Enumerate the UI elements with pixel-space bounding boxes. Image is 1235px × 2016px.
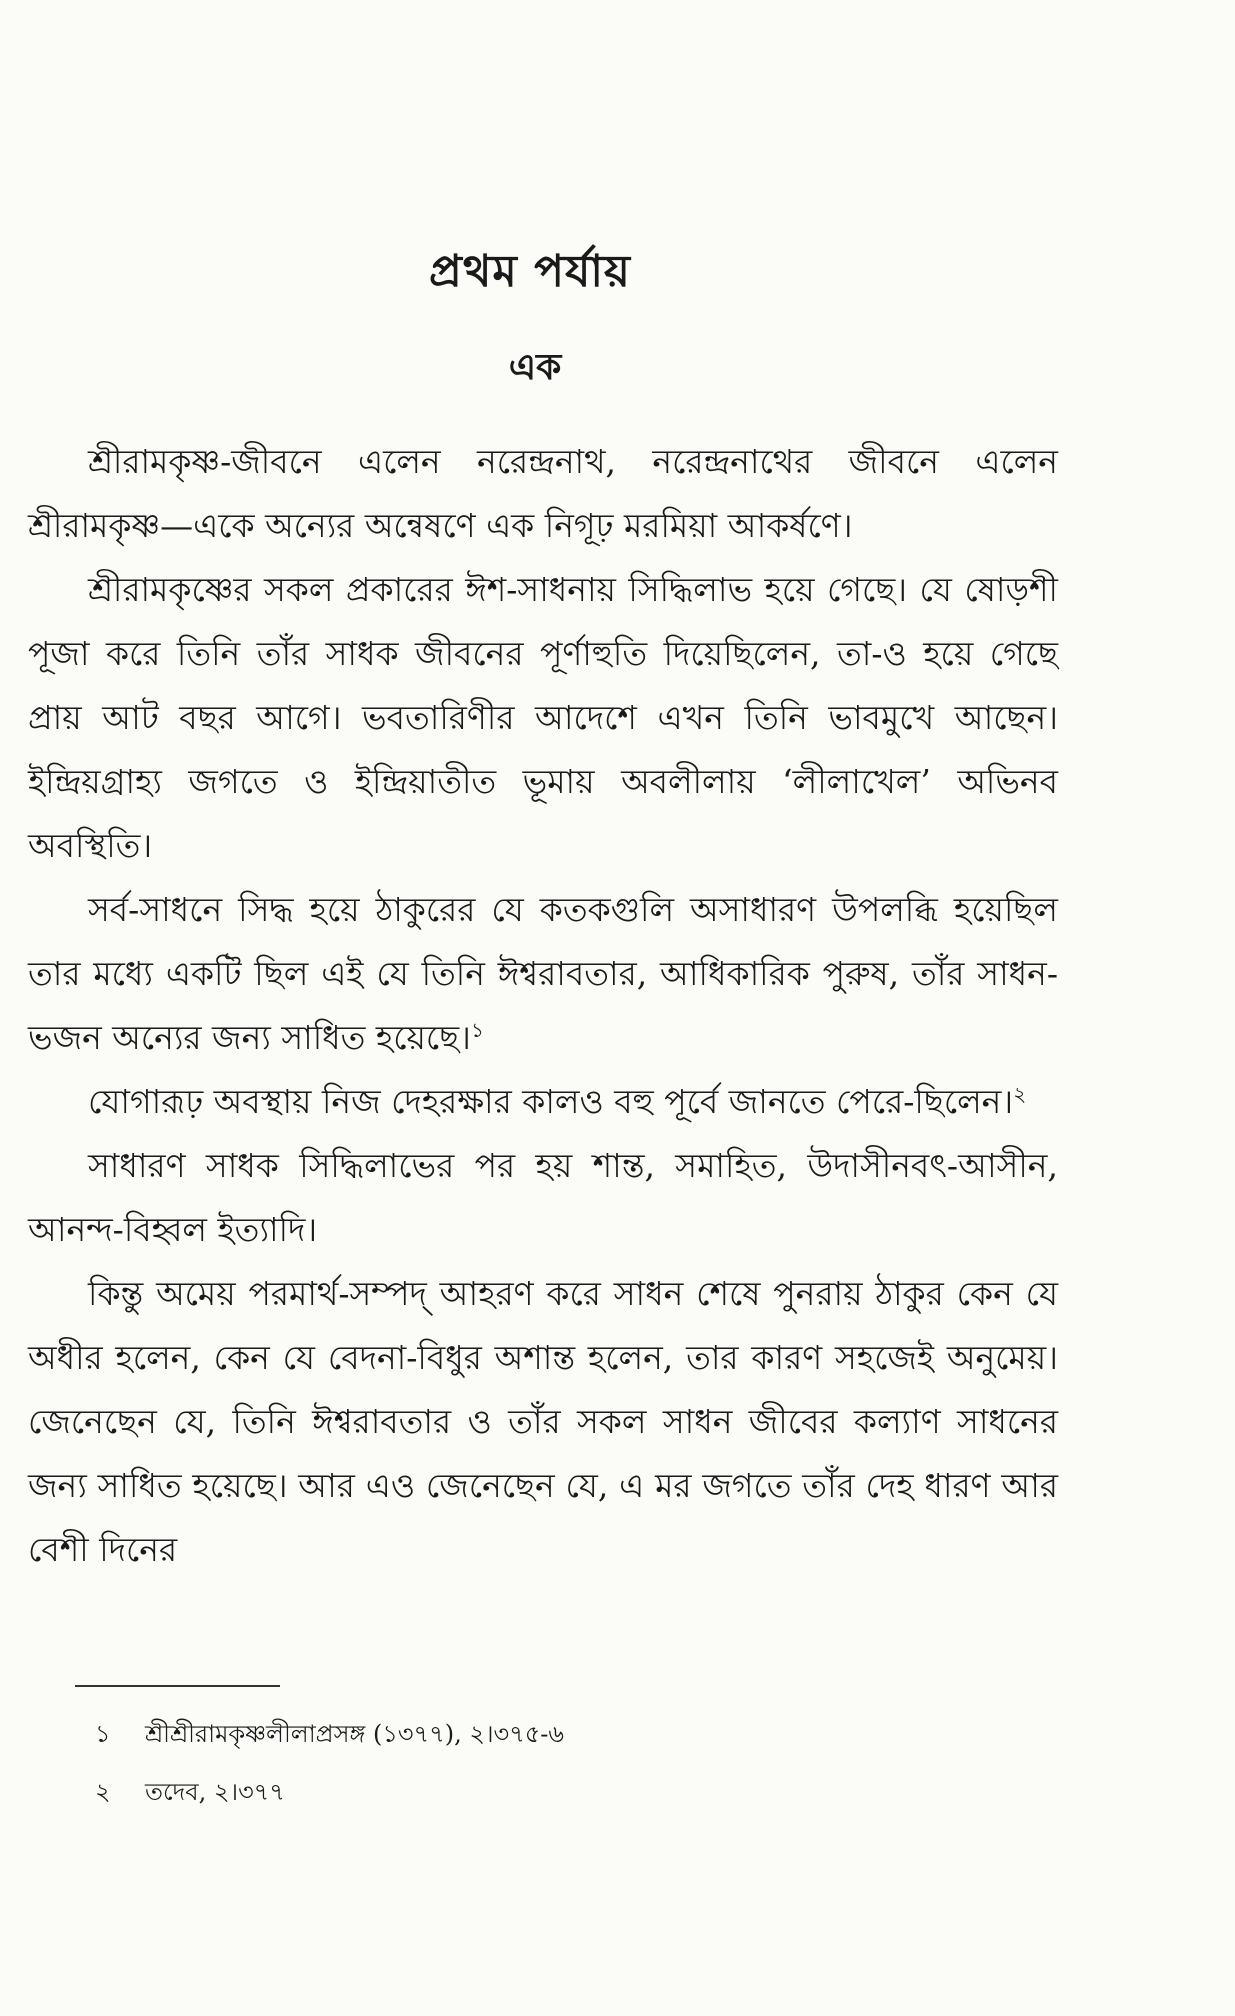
footnote-ref-1: ১ bbox=[470, 1018, 484, 1042]
footnote-2 bbox=[95, 1763, 995, 1821]
body-text bbox=[28, 430, 1058, 1582]
footnote-1-text: শ্রীশ্রীরামকৃষ্ণলীলাপ্রসঙ্গ (১৩৭৭), ২।৩৭৫-৬ bbox=[145, 1720, 565, 1748]
chapter-title: প্রথম পর্যায় bbox=[429, 246, 631, 297]
paragraph-2: শ্রীরামকৃষ্ণের সকল প্রকারের ঈশ-সাধনায় সিদ্ধিলাভ হয়ে গেছে। যে ষোড়শী পূজা করে তিনি তাঁর সাধক জীবনের পূর্ণাহুতি দিয়েছিলেন, তা-ও হয়ে গেছে প্রায় আট বছর আগে। ভবতারিণীর আদেশে এখন তিনি ভাবমুখে আছেন। ইন্দ্রিয়গ্রাহ্য জগতে ও ইন্দ্রিয়াতীত ভূমায় অবলীলায় ‘লীলাখেল’ অভিনব অবস্থিতি। bbox=[28, 570, 1058, 865]
footnote-1 bbox=[95, 1705, 995, 1763]
footnote-1-number: ১ bbox=[95, 1720, 111, 1748]
section-subtitle: এক bbox=[508, 346, 562, 388]
paragraph-3-text: সর্ব-সাধনে সিদ্ধ হয়ে ঠাকুরের যে কতকগুলি অসাধারণ উপলব্ধি হয়েছিল তার মধ্যে একটি ছিল এই যে তিনি ঈশ্বরাবতার, আধিকারিক পুরুষ, তাঁর সাধন-ভজন অন্যের জন্য সাধিত হয়েছে। bbox=[28, 890, 1058, 1057]
footnote-divider bbox=[75, 1685, 280, 1687]
paragraph-6: কিন্তু অমেয় পরমার্থ-সম্পদ্ আহরণ করে সাধন শেষে পুনরায় ঠাকুর কেন যে অধীর হলেন, কেন যে বেদনা-বিধুর অশান্ত হলেন, তার কারণ সহজেই অনুমেয়। জেনেছেন যে, তিনি ঈশ্বরাবতার ও তাঁর সকল সাধন জীবের কল্যাণ সাধনের জন্য সাধিত হয়েছে। আর এও জেনেছেন যে, এ মর জগতে তাঁর দেহ ধারণ আর বেশী দিনের bbox=[28, 1274, 1058, 1569]
paragraph-1: শ্রীরামকৃষ্ণ-জীবনে এলেন নরেন্দ্রনাথ, নরেন্দ্রনাথের জীবনে এলেন শ্রীরামকৃষ্ণ—একে অন্যের অন্বেষণে এক নিগূঢ় মরমিয়া আকর্ষণে। bbox=[28, 442, 1058, 545]
paragraph-3 bbox=[28, 878, 1058, 1070]
paragraph-4-text: যোগারূঢ় অবস্থায় নিজ দেহরক্ষার কালও বহু পূর্বে জানতে পেরে-ছিলেন। bbox=[88, 1082, 1014, 1121]
paragraph-4 bbox=[28, 1070, 1058, 1134]
footnote-ref-2: ২ bbox=[1013, 1082, 1027, 1106]
paragraph-5: সাধারণ সাধক সিদ্ধিলাভের পর হয় শান্ত, সমাহিত, উদাসীনবৎ-আসীন, আনন্দ-বিহ্বল ইত্যাদি। bbox=[28, 1146, 1058, 1249]
footnote-2-number: ২ bbox=[95, 1778, 111, 1806]
footnotes bbox=[95, 1705, 995, 1821]
footnote-2-text: তদেব, ২।৩৭৭ bbox=[145, 1778, 285, 1806]
